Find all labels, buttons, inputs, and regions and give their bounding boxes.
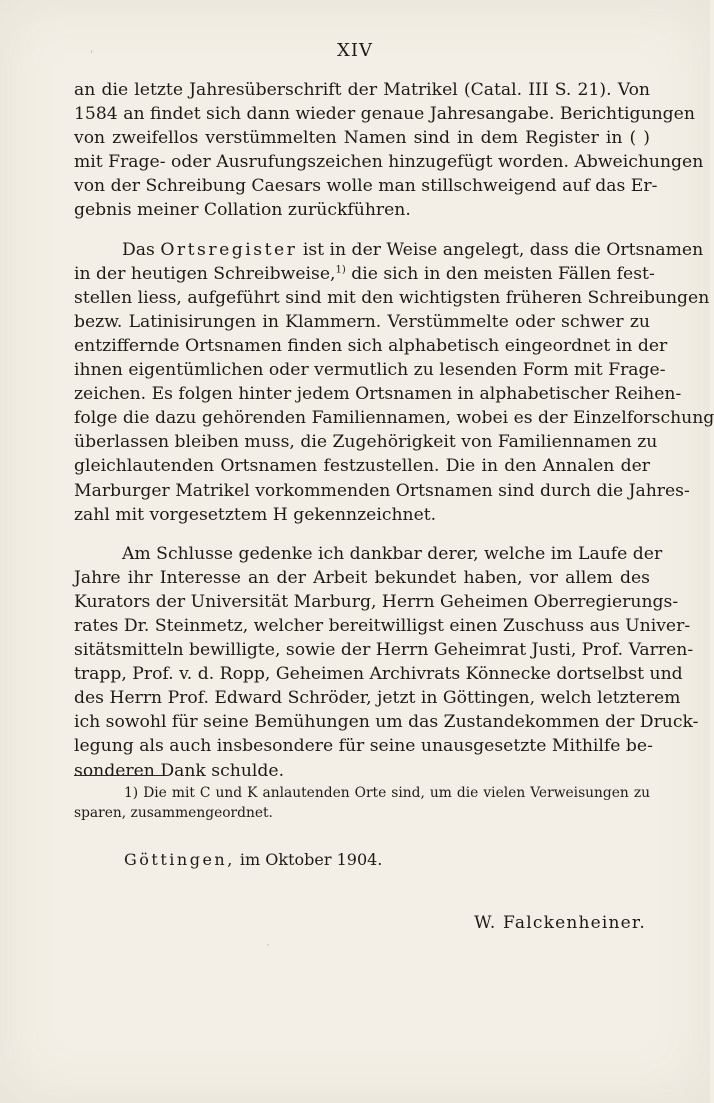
text-line: überlassen bleiben muss, die Zugehörigkeit von Familiennamen zu (74, 432, 658, 453)
text-line: Am Schlusse gedenke ich dankbar derer, welche im Laufe der (122, 543, 663, 564)
main-text (74, 78, 714, 783)
text-line: legung als auch insbesondere für seine unausgesetzte Mithilfe be- (74, 736, 653, 757)
text-line: ich sowohl für seine Bemühungen um das Zustandekommen der Druck- (74, 712, 699, 733)
text-line: mit Frage- oder Ausrufungszeichen hinzugefügt worden. Abweichungen (74, 152, 704, 173)
paragraph-1 (74, 78, 704, 223)
text-line: gleichlautenden Ortsnamen festzustellen. Die in den Annalen der (74, 456, 650, 477)
text-line: an die letzte Jahresüberschrift der Matrikel (Catal. III S. 21). Von (74, 80, 650, 100)
text-fragment: die sich in den meisten Fällen fest- (345, 263, 655, 284)
text-line (74, 238, 704, 262)
text-line: ihnen eigentümlichen oder vermutlich zu lesenden Form mit Frage- (74, 360, 666, 381)
page-number: XIV (337, 40, 373, 61)
text-line: Jahre ihr Interesse an der Arbeit bekundet haben, vor allem des (74, 567, 650, 588)
text-fragment: Das (122, 239, 155, 260)
text-fragment: ist in der Weise angelegt, dass die Ortsnamen (302, 239, 704, 260)
text-line: von zweifellos verstümmelten Namen sind in dem Register in ( ) (74, 128, 650, 149)
paragraph-3 (74, 542, 699, 783)
footnote (74, 783, 650, 823)
text-line: 1584 an findet sich dann wieder genaue Jahresangabe. Berichtigungen (74, 104, 695, 125)
text-line: entziffernde Ortsnamen finden sich alphabetisch eingeordnet in der (74, 335, 668, 356)
text-line: stellen liess, aufgeführt sind mit den wichtigsten früheren Schreibungen (74, 287, 710, 308)
paragraph-2 (74, 238, 714, 527)
text-line: sonderen Dank schulde. (74, 760, 285, 781)
dust-speck: · (266, 938, 270, 952)
text-line: gebnis meiner Collation zurückführen. (74, 200, 411, 221)
signature: W. Falckenheiner. (474, 913, 646, 933)
text-line: zahl mit vorgesetztem H gekennzeichnet. (74, 504, 437, 525)
text-line: rates Dr. Steinmetz, welcher bereitwilligst einen Zuschuss aus Univer- (74, 615, 691, 636)
dust-speck: ' (90, 48, 94, 62)
footnote-line: 1) Die mit C und K anlautenden Orte sind, um die vielen Verweisungen zu (124, 785, 650, 801)
footnote-reference: 1) (335, 263, 346, 275)
dateline-place: Göttingen, (124, 850, 235, 869)
text-line: trapp, Prof. v. d. Ropp, Geheimen Archivrats Könnecke dortselbst und (74, 664, 683, 685)
dateline-date: im Oktober 1904. (239, 850, 383, 869)
text-line: folge die dazu gehörenden Familiennamen, wobei es der Einzelforschung (74, 408, 714, 429)
footnote-rule (74, 775, 166, 776)
emphasized-term: Ortsregister (160, 239, 298, 260)
text-line: sitätsmitteln bewilligte, sowie der Herrn Geheimrat Justi, Prof. Varren- (74, 640, 694, 661)
text-line: zeichen. Es folgen hinter jedem Ortsnamen in alphabetischer Reihen- (74, 384, 682, 405)
text-fragment: in der heutigen Schreibweise, (74, 263, 336, 284)
footnote-line: sparen, zusammengeordnet. (74, 805, 273, 821)
text-line: des Herrn Prof. Edward Schröder, jetzt in Göttingen, welch letzterem (74, 688, 681, 709)
text-line: von der Schreibung Caesars wolle man stillschweigend auf das Er- (74, 176, 658, 197)
text-line: Marburger Matrikel vorkommenden Ortsnamen sind durch die Jahres- (74, 480, 690, 501)
text-line (74, 262, 655, 286)
dateline (124, 850, 382, 869)
text-line: Kurators der Universität Marburg, Herrn Geheimen Oberregierungs- (74, 591, 679, 612)
text-line: bezw. Latinisirungen in Klammern. Verstümmelte oder schwer zu (74, 311, 650, 332)
